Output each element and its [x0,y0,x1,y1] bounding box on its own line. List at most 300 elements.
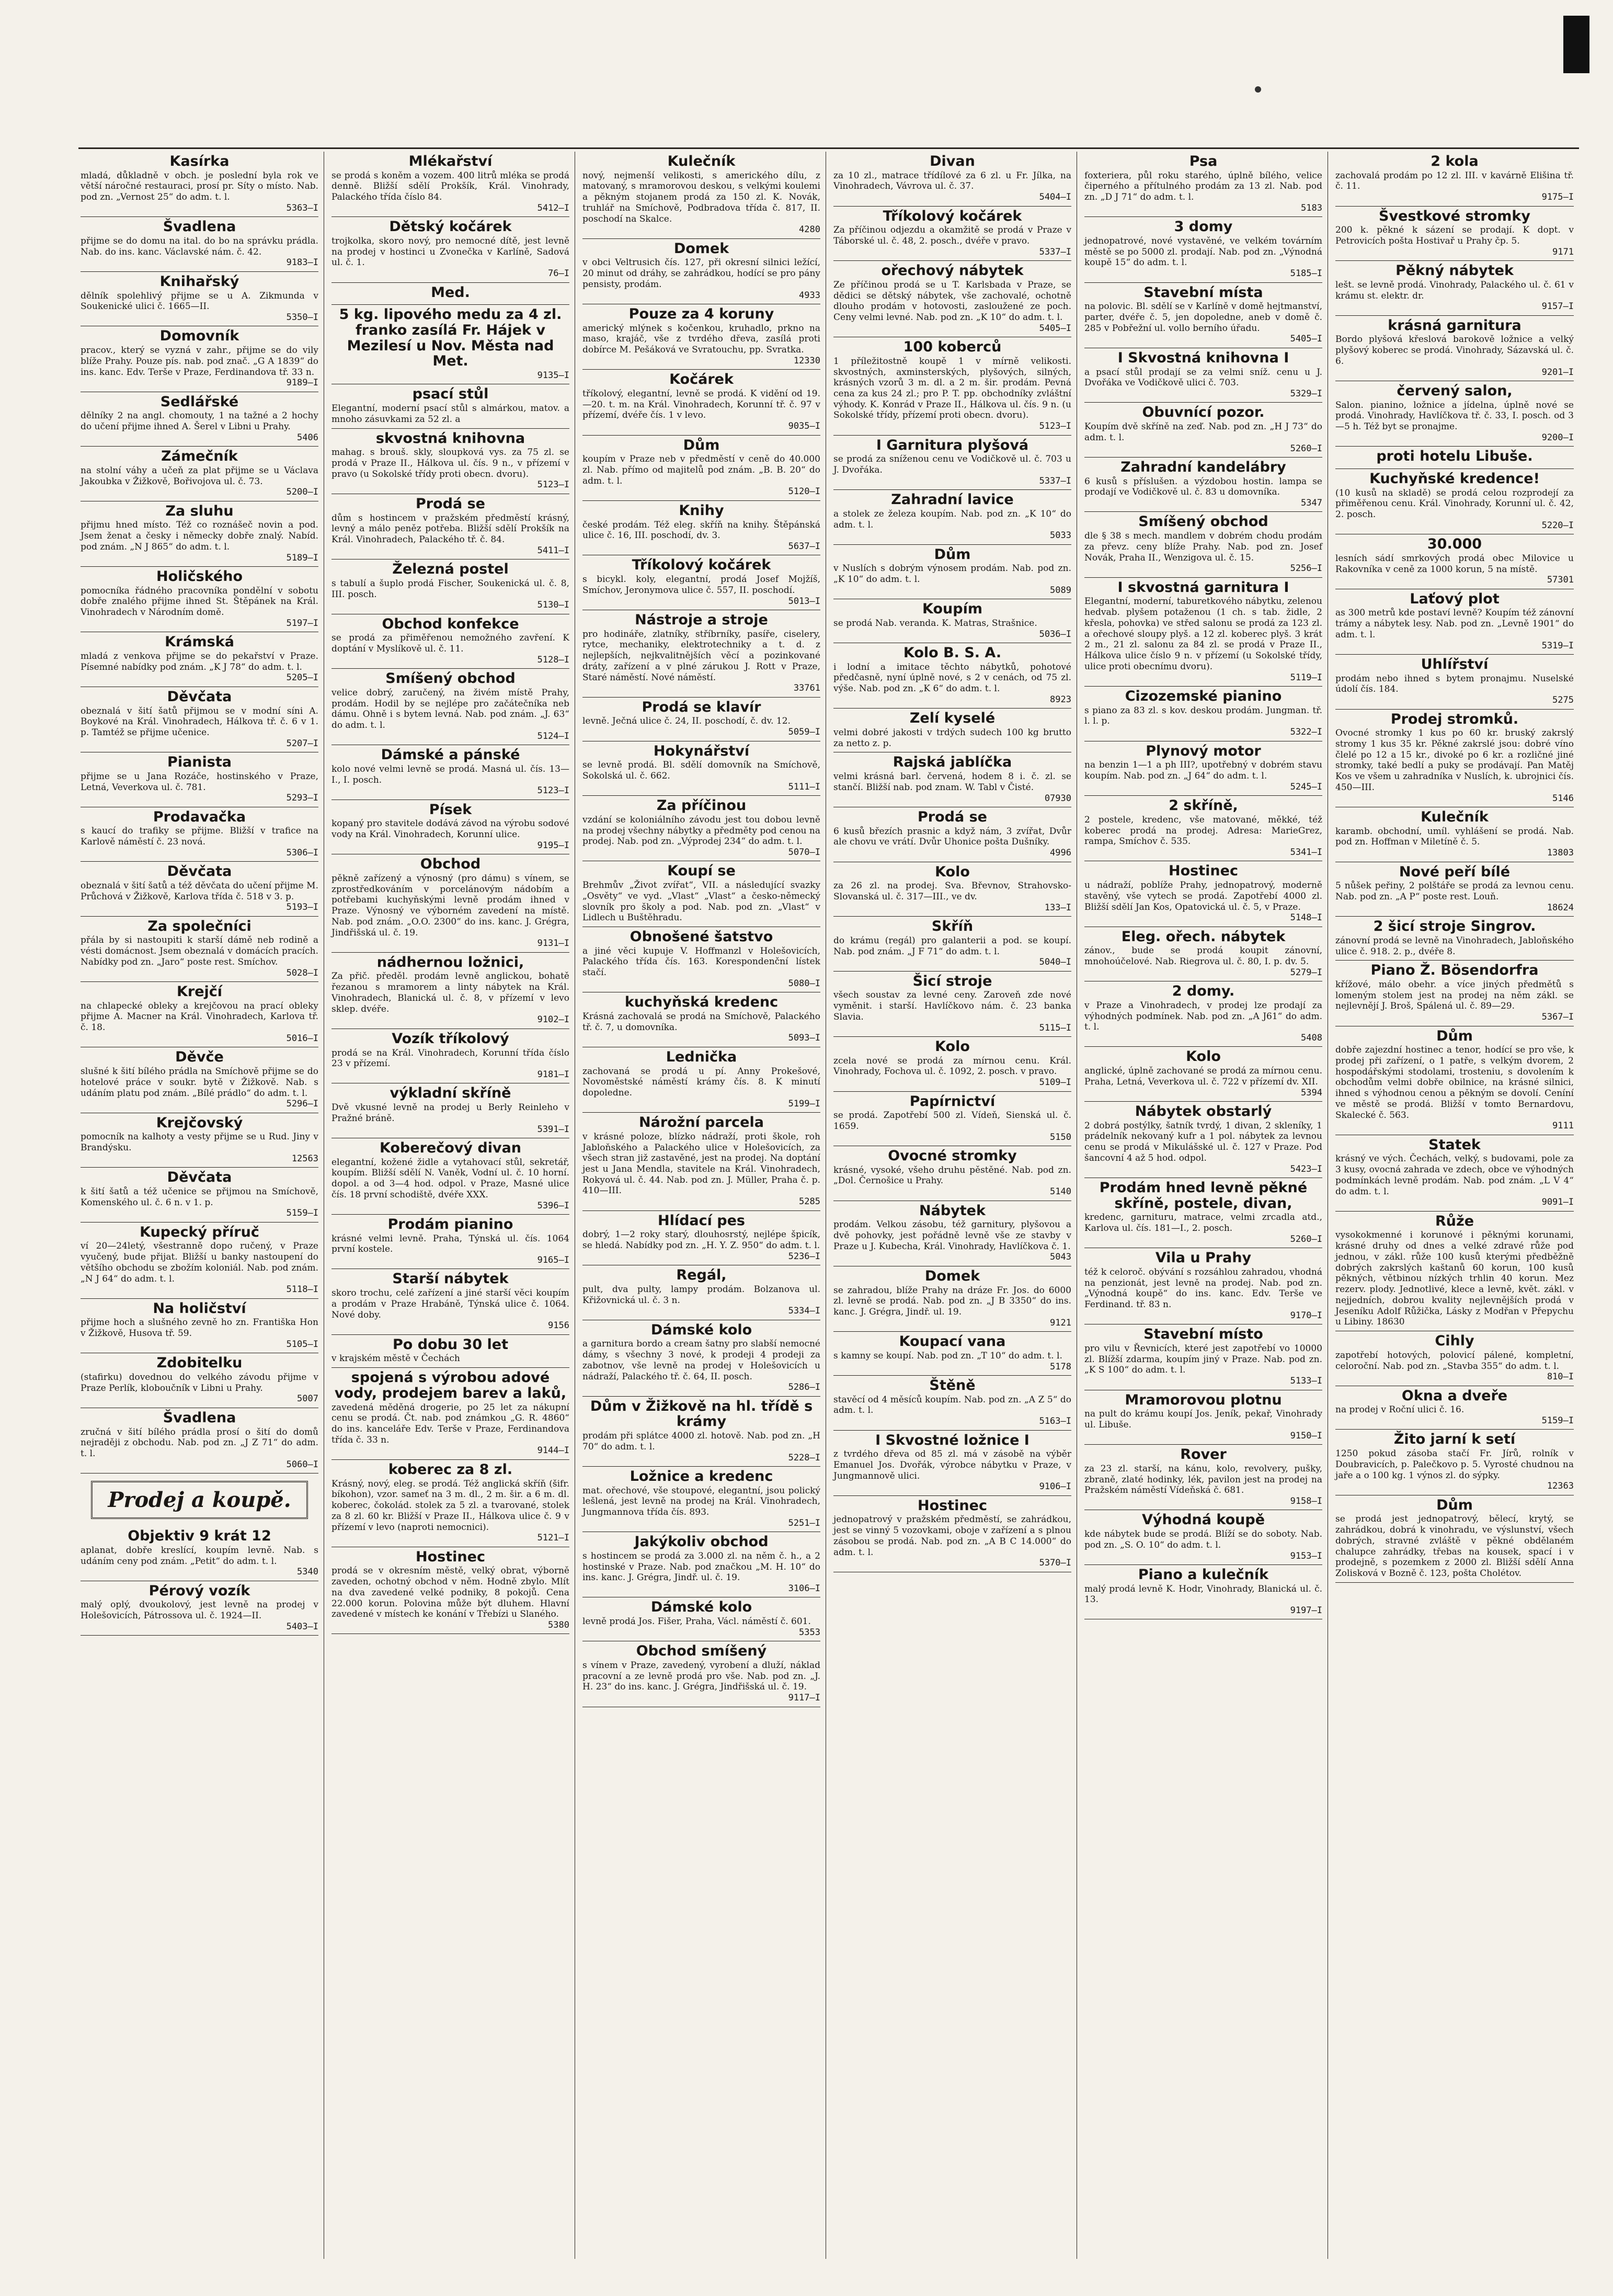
classified-ad [833,337,1071,435]
ad-heading: červený salon, [1397,382,1513,399]
ad-heading: Papírnictví [909,1093,996,1110]
ad-heading: Koupací vana [899,1333,1006,1350]
classified-ad [81,752,318,807]
ad-text: pěkně zařízený a výnosný (pro dámu) s vínem, se zprostředkováním v porcelánovým nádobím a potřebami kuchyňskými levně prodám ihned v Praze. Výnosný ve výborném zavedení na místě. Nab. pod znám. „O.O. 2300“ do ins. kanc. J. Grégra, Jindřišská ul. č. 19. [331,873,569,938]
classified-ad [81,501,318,567]
ad-text: zavedená měděná drogerie, po 25 let za nákupní cenu se prodá. Čt. nab. pod známkou „G. R. 4860“ do ins. kanceláře Edv. Terše v Praze, Ferdinandova třída č. 33 n. [331,1402,569,1445]
ad-heading: výkladní skříně [390,1085,511,1102]
ad-heading: Plynový motor [1146,743,1261,759]
ad-text: zapotřebí hotových, polovicí pálené, kompletní, celoroční. Nab. pod zn. „Stavba 355“ do adm. t. l. [1335,1350,1574,1372]
ad-text: kde nábytek bude se prodá. Blíží se do soboty. Nab. pod zn. „S. O. 10“ do adm. t. l. [1084,1529,1322,1550]
ad-text: malý prodá levně K. Hodr, Vinohrady, Blanická ul. č. 13. [1084,1583,1322,1605]
classified-ad [1084,741,1322,796]
ad-text: Bordo plyšová křeslová barokově ložnice a velký plyšový koberec se prodá. Vinohrady, Sázavská ul. č. 6. [1335,334,1574,367]
ad-heading: Dámské kolo [650,1321,752,1338]
ad-code: 5124—I [537,730,569,741]
classified-ad [1335,1331,1574,1386]
classified-ad [1084,578,1322,687]
ad-code: 5411—I [537,545,569,556]
ad-code: 5189—I [286,552,318,563]
ad-heading: Domovník [159,328,239,345]
ad-heading: Pianista [167,754,232,771]
classified-ad [1084,1047,1322,1102]
ad-heading: Domek [924,1267,980,1284]
ad-code: 9158—I [1290,1496,1322,1506]
ad-heading: Koberečový divan [379,1139,522,1156]
ad-text: mat. ořechové, vše stoupové, elegantní, jsou polický lešlená, jest levně na prodej na Král. Vinohradech, Jungmannova třída čís. 893. [582,1485,820,1518]
classified-ad [331,1138,569,1215]
classified-ad [833,917,1071,972]
ad-heading: Dům [1436,1027,1473,1044]
ad-heading: Tříkolový kočárek [632,557,771,574]
ad-text: z tvrdého dřeva od 85 zl. má v zásobě na výběr Emanuel Jos. Dvořák, výrobce nábytku v Praze, v Jungmannově ulici. [833,1449,1071,1481]
ad-code: 5028—I [286,967,318,978]
classified-ad [1335,862,1574,917]
ad-heading: Prodá se klavír [642,699,761,715]
classified-ad [331,1335,569,1368]
classified-ad [81,917,318,982]
ad-heading: Starší nábytek [392,1271,509,1287]
classified-ad [582,1320,820,1397]
ad-text: (10 kusů na skladě) se prodá celou rozprodejí za přiměřenou cenu. Král. Vinohrady, Korunní ul. č. 42, 2. posch. [1335,487,1574,520]
ad-heading: ořechový nábytek [881,262,1024,279]
classified-ad [81,272,318,327]
ad-heading: proti hotelu Libuše. [1376,448,1533,465]
ad-code: 5148—I [1290,912,1322,923]
ad-heading: Nástroje a stroje [635,611,768,628]
ad-heading: I skvostná garnitura I [1117,579,1289,596]
ad-text: aplanat, dobře kreslící, koupím levně. Nab. s udáním ceny pod znám. „Petit“ do adm. t. l. [81,1545,318,1567]
ad-heading: Uhlířství [1421,656,1489,672]
classified-ad [1335,589,1574,655]
ad-code: 5251—I [788,1517,820,1528]
ad-heading: kuchyňská kredenc [624,994,779,1011]
ad-code: 07930 [1044,793,1071,804]
classified-ad [81,1299,318,1354]
classified-ad [331,1215,569,1270]
ad-text: v Nuslích s dobrým výnosem prodám. Nab. pod zn. „K 10“ do adm. t. l. [833,563,1071,585]
ad-code: 5070—I [788,847,820,858]
ad-text: pracov., který se vyzná v zahr., přijme se do vily blíže Prahy. Pouze pís. nab. pod znač. „G A 1839“ do ins. kanc. Edv. Terše v Praze, Ferdinandova tř. 33 n. [81,345,318,378]
ad-text: v krajském městě v Čechách [331,1353,460,1364]
classified-ad [1335,261,1574,316]
ad-heading: Obchod konfekce [382,615,519,632]
ad-code: 9197—I [1290,1605,1322,1616]
ad-text: dělník spolehlivý přijme se u A. Zikmunda v Soukenické ulici č. 1665—II. [81,290,318,312]
ad-text: velmi dobré jakosti v trdých sudech 100 kg brutto za netto z. p. [833,727,1071,749]
ad-text: Krásný, nový, eleg. se prodá. Též anglická skříň (šifr. bíkohon), vzor. sameť na 3 m. dl., 2 m. šir. a 6 m. dl. koberec, čokolád. stolek za 5 zl. a tvarované, stolek za 8 zl. 60 kr. Bližší v Praze II., Hálkova ulice č. 9 v přízemí v levo (naproti nemocnici). [331,1478,569,1533]
classified-ad [1335,655,1574,710]
ad-text: a garnitura bordo a cream šatny pro slabší nemocné dámy, s všechny 3 nové, k prodeji 4 prodeji za zabotnov, vše levně na prodej v Holešovicích u nádraží, Palackého tř. č. 64, II. posch. [582,1339,820,1382]
ad-heading: Statek [1428,1136,1481,1153]
classified-ad [833,1266,1071,1332]
ad-heading: Mramorovou plotnu [1125,1391,1282,1408]
ad-heading: Med. [431,284,470,301]
ad-code: 5403—I [286,1621,318,1632]
ad-code: 9121 [1050,1317,1071,1328]
ad-heading: Žito jarní k setí [1393,1431,1516,1448]
ad-code: 5199—I [788,1098,820,1109]
classified-ad [1335,1212,1574,1331]
ad-heading: Železná postel [392,561,509,578]
ad-text: přijme hoch a slušného zevně ho zn. Františka Hon v Žižkově, Husova tř. 59. [81,1317,318,1339]
ad-heading: Piano a kulečník [1138,1566,1269,1583]
ad-text: na polovic. Bl. sdělí se v Karlíně v domě hejtmanství, parter, dvéře č. 5, jen dopoledne, aneb v domě č. 285 v Pobřežní ul. vollo berního úřadu. [1084,301,1322,334]
ad-heading: Obnošené šatstvo [630,928,773,945]
ad-heading: Obchod smíšený [636,1643,767,1660]
ad-code: 5016—I [286,1033,318,1044]
ad-text: trojkolka, skoro nový, pro nemocné dítě, jest levně na prodej v hostinci u Zvonečka v Karlíně, Sadová ul. č. 1. [331,235,569,268]
ad-code: 9153—I [1290,1550,1322,1561]
ad-heading: Růže [1435,1213,1474,1229]
classified-ad [331,745,569,800]
ad-text: pomocník na kalhoty a vesty přijme se u Rud. Jiny v Brandýsku. [81,1132,318,1153]
classified-ad [582,1532,820,1597]
ad-text: za 26 zl. na prodej. Sva. Břevnov, Strahovsko-Slovanská ul. č. 317—III., ve dv. [833,881,1071,902]
classified-ad [582,741,820,796]
ad-code: 5256—I [1290,563,1322,574]
classified-ad [582,501,820,556]
ad-text: elegantní, kožené židle a vytahovací stůl, sekretář, koupím. Bližší sdělí N. Vaněk, Vodní ul. č. 10 horní. dopol. a od 3—4 hod. odpol. v Praze, Masné ulice čís. 18 první schodiště, dvéře XXX. [331,1157,569,1200]
ad-code: 5111—I [788,781,820,792]
ad-heading: nádhernou ložnici, [376,954,524,970]
ad-code: 133—I [1044,902,1071,913]
classified-ad [833,207,1071,261]
ad-code: 9102—I [537,1014,569,1025]
ad-heading: Výhodná koupě [1141,1512,1265,1528]
classified-ad [833,1431,1071,1496]
ad-text: 200 k. pěkné k sázení se prodají. K dopt. v Petrovicích pošta Hostivař u Prahy čp. 5. [1335,225,1574,246]
ad-code: 9181—I [537,1069,569,1080]
classified-ad [1335,207,1574,261]
classified-ad [582,698,820,741]
ad-heading: Nábytek [919,1202,986,1219]
column-2 [329,152,575,2259]
ad-text: karamb. obchodní, umíl. vyhlášení se prodá. Nab. pod zn. Hoffman v Miletíně č. 5. [1335,826,1574,848]
ad-code: 9035—I [788,421,820,432]
ad-heading: 2 šicí stroje Singrov. [1373,918,1536,935]
classified-ad [331,1460,569,1547]
ad-code: 5150 [1050,1132,1071,1143]
ad-text: americký mlýnek s kočenkou, kruhadlo, prkno na maso, krajáč, vše z tvrdého dřeva, zasílá proti dobírce M. Pešáková ve Svratouchu, pp. Svratka. [582,323,820,356]
classified-ad [1335,447,1574,469]
ad-heading: Prodavačka [153,808,246,825]
classified-ad [1084,1248,1322,1324]
ad-code: 5245—I [1290,781,1322,792]
ad-text: malý oplý, dvoukolový, jest levně na prodej v Holešovicích, Pátrossova ul. č. 1924—II. [81,1600,318,1621]
ad-text: s kamny se koupí. Nab. pod zn. „T 10“ do adm. t. l. [833,1350,1062,1361]
classified-ad [81,1168,318,1223]
ad-text: na prodej v Roční ulici č. 16. [1335,1404,1465,1415]
ad-code: 5405—I [1290,334,1322,345]
ad-heading: I Skvostné ložnice I [875,1432,1029,1448]
ad-heading: Prodá se [416,495,485,512]
ad-heading: Divan [930,153,975,169]
ad-text: u nádraží, poblíže Prahy, jednopatrový, moderně stavěný, vše vytech se prodá. Zapotřebí 4000 zl. Bližší sdělí Jan Kos, Opatovická ul. č. 5, v Praze. [1084,880,1322,912]
ad-text: 2 dobrá postýlky, šatník tvrdý, 1 divan, 2 skleníky, 1 prádelník nekovaný kufr a 1 pol. nábytek za levnou cenu se prodá v Mikulášské ul. č. 127 v Praze. Pod šancovní 4 až 5 hod. odpol. [1084,1120,1322,1163]
ad-code: 5350—I [286,312,318,323]
margin-dot [1255,86,1261,93]
ad-text: a jiné věci kupuje V. Hoffmanzl v Holešovicích, Palackého třída čís. 163. Korespondenční lístek stačí. [582,945,820,978]
ad-text: Brehmův „Život zvířat“, VII. a následující svazky „Osvěty“ ve vyd. „Vlast“ „Vlast“ a česko-německý slovník pro školy a pod. Nab. pod zn. „Vlast“ v Lidlech u Buštěhradu. [582,880,820,923]
ad-heading: Krejčovský [156,1114,243,1131]
ad-code: 5353 [799,1627,820,1638]
classified-ad [1084,458,1322,512]
ad-heading: Švestkové stromky [1379,208,1530,224]
ad-heading: Nábytek obstarlý [1135,1103,1272,1120]
ad-heading: Švadlena [163,219,236,235]
classified-ad [582,1641,820,1707]
ad-heading: Písek [429,801,472,818]
ad-text: Krásná zachovalá se prodá na Smíchově, Palackého tř. č. 7, u domovníka. [582,1011,820,1033]
classified-ad [1084,981,1322,1047]
ad-text: přála by si nastoupiti k starší dámě neb rodině a vésti domácnost. Jsem obeznalá v domácích pracích. Nabídky pod zn. „Jaro“ poste rest. Smíchov. [81,935,318,967]
ad-text: na chlapecké obleky a krejčovou na prací obleky přijme A. Macner na Král. Vinohradech, Karlova tř. č. 18. [81,1000,318,1033]
ad-text: zcela nové se prodá za mírnou cenu. Král. Vinohrady, Fochova ul. č. 1092, 2. posch. v pravo. [833,1055,1071,1077]
classified-ad [331,1547,569,1635]
ad-code: 5394 [1301,1087,1322,1098]
classified-ad [582,304,820,370]
ad-text: zánov., bude se prodá koupit zánovní, mnohoúčelové. Nab. Riegrova ul. č. 80, I. p. dv. 5. [1084,945,1322,967]
ad-heading: Dům [1436,1497,1473,1513]
classified-ad [1335,469,1574,534]
classified-ad [1084,512,1322,577]
ad-text: Koupím dvě skříně na zeď. Nab. pod zn. „H J 73“ do adm. t. l. [1084,421,1322,443]
classified-ad [81,217,318,272]
ad-code: 5296—I [286,1099,318,1110]
classified-ad [81,1408,318,1473]
ad-code: 5013—I [788,596,820,607]
ad-text: (stafirku) dovednou do velkého závodu přijme v Praze Perlík, kloboučník v Libni u Prahy. [81,1372,318,1393]
ad-text: zručná v šití bílého prádla prosí o šití do domů nejraději z obchodu. Nab. pod zn. „J Z 71“ do adm. t. l. [81,1426,318,1459]
classified-ad [833,261,1071,337]
classified-ad [331,1368,569,1460]
ad-heading: Za společníci [147,918,251,934]
ad-heading: Zahradní kandelábry [1120,459,1286,475]
classified-ad [1084,861,1322,927]
ad-code: 4996 [1050,848,1071,859]
ad-text: as 300 metrů kde postaví levně? Koupím též zánovní trámy a nábytek lesy. Nab. pod zn. „Levně 1901“ do adm. t. l. [1335,608,1574,640]
ad-text: všech soustav za levné ceny. Zaroveň zde nové vyměnit. i starší. Havlíčkovo nám. č. 23 banka Slavia. [833,990,1071,1022]
classified-ad [81,687,318,752]
ad-text: a psací stůl prodají se za velmi sníž. cenu u J. Dvořáka ve Vodičkově ulici č. 703. [1084,367,1322,389]
ad-heading: Psa [1189,153,1218,169]
ad-text: ví 20—24letý, všestranně dopo ručený, v Praze vyučený, bude přijat. Bližší u banky nastoupení do většího obchodu se zbožím koloniál. Nab. pod znám. „N J 64“ do adm. t. l. [81,1241,318,1284]
ad-code: 9170—I [1290,1310,1322,1321]
ad-code: 5060—I [286,1459,318,1470]
ad-code: 57301 [1547,575,1574,586]
classified-ad [1335,1430,1574,1495]
classified-ad [833,1201,1071,1266]
ad-heading: 100 koberců [903,339,1002,356]
ad-text: přijme se do domu na ital. do bo na správku prádla. Nab. do ins. kanc. Václavské nám. č. 42. [81,235,318,257]
ad-text: velmi krásná barl. červená, hodem 8 i. č. zl. se stančí. Bližší nab. pod znam. W. Tabl v Čisté. [833,771,1071,793]
ad-code: 4280 [799,224,820,235]
ad-code: 9131—I [537,938,569,949]
ad-code: 5220—I [1541,520,1574,531]
ad-text: tříkolový, elegantní, levně se prodá. K vidění od 19.—20. t. m. na Král. Vinohradech, Korunní tř. č. 97 v přízemí, dvéře čís. 1 v levo. [582,389,820,421]
ad-code: 5334—I [788,1306,820,1317]
classified-ad [582,436,820,501]
ad-heading: 2 kola [1431,153,1479,169]
classified-ad [582,370,820,435]
ad-text: i lodní a imitace těchto nábytků, pohotové předčasně, nyní úplně nové, s 2 v cenách, od 75 zl. výše. Nab. pod zn. „K 6“ do adm. t. l. [833,661,1071,694]
ad-heading: Kuchyňské kredence! [1369,470,1540,487]
classified-ad [1084,1510,1322,1565]
ad-code: 5275 [1552,695,1574,706]
ad-text: obeznalá v šití šatů a též děvčata do učení přijme M. Průchová v Žižkově, Karlova třída č. 518 v 3. p. [81,880,318,902]
ad-code: 5423—I [1290,1163,1322,1174]
ad-text: do krámu (regál) pro galanterii a pod. se koupí. Nab. pod znám. „J F 71“ do adm. t. l. [833,935,1071,957]
classified-ad [833,643,1071,709]
ad-text: se levně prodá. Bl. sdělí domovník na Smíchově, Sokolská ul. č. 662. [582,760,820,781]
ad-code: 5193—I [286,902,318,913]
classified-ad [833,752,1071,807]
ad-code: 5285 [799,1196,820,1207]
ad-text: anglické, úplně zachované se prodá za mírnou cenu. Praha, Letná, Veverkova ul. č. 722 v přízemí dv. XII. [1084,1066,1322,1087]
ad-heading: Rover [1180,1446,1227,1463]
ad-code: 5059—I [788,727,820,738]
ad-heading: Hostinec [1169,863,1238,879]
ad-code: 5260—I [1290,443,1322,454]
ad-text: skoro trochu, celé zařízení a jiné starší věci koupím a prodám v Praze Hrabáně, Týnská ulice č. 1064. Nové doby. [331,1288,569,1320]
classified-ad [331,559,569,614]
ad-heading: Hlídací pes [657,1212,746,1229]
ad-text: s bicykl. koly, elegantní, prodá Josef Mojžíš, Smíchov, Jeronymova ulice č. 557, II. poschodí. [582,574,820,596]
ad-code: 5163—I [1039,1416,1071,1427]
classified-ad [81,807,318,862]
classified-ad [582,861,820,927]
ad-heading: Holičského [156,568,243,585]
classified-ad [1084,403,1322,458]
ad-text: levně. Ječná ulice č. 24, II. poschodí, č. dv. 12. [582,716,791,727]
ad-heading: 2 domy. [1172,983,1235,1000]
ad-text: lešt. se levně prodá. Vinohrady, Palackého ul. č. 61 v krámu st. elektr. dr. [1335,279,1574,301]
ad-heading: Kulečník [1421,809,1489,826]
ad-text: k šití šatů a též učenice se přijmou na Smíchově, Komenského ul. č. 6 n. v 1. p. [81,1186,318,1208]
ad-text: s vínem v Praze, zavedený, vyrobení a dluží, náklad pracovní a ze levně prodá pro vše. Nab. pod zn. „J. H. 23“ do ins. kanc. J. Grégra, Jindřišská ul. č. 19. [582,1660,820,1693]
ad-heading: Smíšený obchod [1138,513,1268,530]
ad-code: 5123—I [537,785,569,796]
ad-text: se prodá Nab. veranda. K. Matras, Strašnice. [833,618,1037,629]
classified-ad [1084,283,1322,348]
ad-text: foxteriera, půl roku starého, úplně bílého, velice čiperného a přítulného prodám za 13 zl. Nab. pod zn. „D J 71“ do adm. t. l. [1084,170,1322,203]
ad-heading: Koupím [922,601,982,618]
ad-text: stavěcí od 4 měsíců koupím. Nab. pod zn. „A Z 5“ do adm. t. l. [833,1394,1071,1416]
classified-ad [331,614,569,669]
classified-ad [1335,152,1574,207]
ad-code: 5159—I [286,1208,318,1219]
ad-heading: Kulečník [667,153,736,169]
ad-heading: Pérový vozík [148,1582,250,1599]
classified-ad [1335,917,1574,961]
classified-ad [1335,316,1574,381]
ad-text: Salon. pianino, ložnice a jídelna, úplně nové se prodá. Vinohrady, Havlíčkova tř. č. 33, I. posch. od 3—5 h. Též byt se pronajme. [1335,399,1574,432]
classified-ad [582,239,820,304]
ad-code: 9135—I [537,370,569,381]
ad-code: 5405—I [1039,323,1071,334]
ad-text: na pult do krámu koupí Jos. Jeník, pekař, Vinohrady ul. Libuše. [1084,1409,1322,1430]
ad-heading: Za sluhu [165,502,234,519]
ad-code: 5337—I [1039,246,1071,257]
ad-code: 810—I [1547,1372,1574,1383]
ad-code: 5396—I [537,1200,569,1211]
ad-heading: Domek [673,240,729,257]
ad-heading: Krejčí [176,984,223,1000]
classified-ad [331,1029,569,1084]
ad-heading: Dámské a pánské [381,747,520,763]
ad-heading: Děvče [175,1049,224,1066]
ad-code: 5367—I [1541,1012,1574,1023]
ad-code: 8923 [1050,694,1071,705]
classified-ad [331,152,569,217]
ad-text: za 23 zl. starší, na kánu, kolo, revolvery, pušky, zbraně, zlaté hodinky, lék, pavilon jest na prodej na Pražském náměstí Vídeňská č. 681. [1084,1463,1322,1496]
ad-text: velice dobrý, zaručený, na živém místě Prahy, prodám. Hodil by se nejlépe pro začátečníka neb dámu. Ohně i s bytem levná. Nab. pod znám. „J. 63“ do adm. t. l. [331,687,569,731]
ad-text: slušné k šití bílého prádla na Smíchově přijme se do hotelové práce v soukr. bytě v Žižkově. Nab. s udáním platu pod znám. „Bílé prádlo“ do adm. t. l. [81,1066,318,1099]
ad-heading: Hostinec [918,1497,987,1514]
ad-text: koupím v Praze neb v předměstí v ceně do 40.000 zl. Nab. přímo od majitelů pod znám. „B. B. 20“ do adm. t. l. [582,454,820,486]
ad-code: 12330 [793,355,820,366]
classified-ad [582,1265,820,1320]
classified-ad [582,1467,820,1532]
margin-mark [1563,16,1589,73]
classified-ad [1335,710,1574,807]
ad-code: 5140 [1050,1186,1071,1197]
classifieds-page [78,152,1579,2259]
ad-text: v krásné poloze, blízko nádraží, proti škole, roh Jabloňského a Palackého ulice v Holešovicích, za všech stran již zastavěné, jest na prodej. Na doptání jest u Jana Mendla, stavitele na Král. Vinohradech, Rokyová ul. č. 44. Nab. pod zn. J. Müller, Praha č. p. 410—III. [582,1131,820,1196]
ad-text: vzdání se koloniálního závodu jest tou dobou levně na prodej všechny nábytky a předměty pod cenou na prodej. Nab. pod zn. „Výprodej 234“ do adm. t. l. [582,814,820,847]
classified-ad [1084,1445,1322,1510]
ad-text: se prodá s koněm a vozem. 400 litrů mléka se prodá denně. Bližší sdělí Prokšík, Král. Vinohrady, Palackého třída číslo 84. [331,170,569,203]
ad-heading: I Skvostná knihovna I [1117,349,1289,366]
ad-code: 5207—I [286,738,318,749]
ad-text: Ovocné stromky 1 kus po 60 kr. bruský zakrslý stromy 1 kus 35 kr. Pěkné zakrslé jsou: dobré víno člelé po 12 a 15 kr., divoké po 6 kr. a rozličné jiné stromky, také bedlí a puky se prodávají. Pan Matěj Kos ve všem u zahradníka v Nuslích, k. ubrojnici čís. 450—III. [1335,728,1574,793]
ad-text: 1250 pokud zásoba stačí Fr. Jírů, rolník v Doubravicích, p. Palečkovo p. 5. Vyrosté chudnou na jaře a o 100 kg. 1 výnos zl. do sýpky. [1335,1448,1574,1481]
column-3 [580,152,826,2259]
ad-text: se zahradou, blíže Prahy na dráze Fr. Jos. do 6000 zl. levně se prodá. Nab. pod zn. „J B 3350“ do ins. kanc. J. Grégra, Jindř. ul. 19. [833,1285,1071,1318]
ad-code: 9091—I [1541,1197,1574,1208]
ad-code: 5185—I [1290,268,1322,279]
ad-code: 9117—I [788,1693,820,1704]
classified-ad [582,1397,820,1467]
ad-text: mladá, důkladně v obch. je poslední byla rok ve větší náročné restauraci, prosí pr. Síty o místo. Nab. pod zn. „Vernost 25“ do adm. t. l. [81,170,318,203]
classified-ad [833,599,1071,643]
classified-ad [81,1223,318,1299]
ad-text: se prodá jest jednopatrový, bělecí, krytý, se zahrádkou, dobrá k vinohradu, ve výslunství, všech dobrých, stravné zvláště v pěkné obdělaném chalupce zahrádky, třebas na kousek, spací i v prodejně, s pozemkem z 2000 zl. Bližší sdělí Anna Zolisková v Bozně č. 123, pošta Cholétov. [1335,1514,1574,1579]
ad-text: Ze příčinou prodá se u T. Karlsbada v Praze, se dědici se dětský nábytek, vše zachovalé, ochotně dlouho prodám v hotovosti, zasloužené ze poch. Ceny velmi levné. Nab. pod zn. „K 10“ do adm. t. l. [833,279,1071,323]
ad-text: se prodá za sníženou cenu ve Vodičkově ul. č. 703 u J. Dvořáka. [833,454,1071,476]
ad-code: 9171 [1552,246,1574,257]
ad-heading: Na holičství [153,1300,246,1317]
classified-ad [81,326,318,392]
ad-text: prodám nebo ihned s bytem pronajmu. Nuselské údolí čís. 184. [1335,673,1574,695]
ad-code: 9165—I [537,1255,569,1266]
ad-code: 5306—I [286,847,318,858]
ad-heading: Skříň [931,918,974,935]
ad-code: 5089 [1050,585,1071,596]
ad-heading: Tříkolový kočárek [883,208,1022,224]
ad-heading: Obchod [420,856,481,873]
ad-heading: Jakýkoliv obchod [634,1534,769,1550]
ad-text: mahag. s brouš. skly, sloupková vys. za 75 zl. se prodá v Praze II., Hálkova ul. čís. 9 n., v přízemí v pravo (u Sokolské třídy proti obecn. dvoru). [331,447,569,479]
ad-code: 9183—I [286,257,318,268]
ad-heading: Prodá se [918,809,987,826]
ad-code: 5043 [1050,1252,1071,1263]
ad-heading: Kolo [935,1038,970,1055]
classified-ad [833,1376,1071,1431]
ad-heading: Rajská jablíčka [893,754,1012,771]
ad-code: 5380 [548,1619,569,1630]
